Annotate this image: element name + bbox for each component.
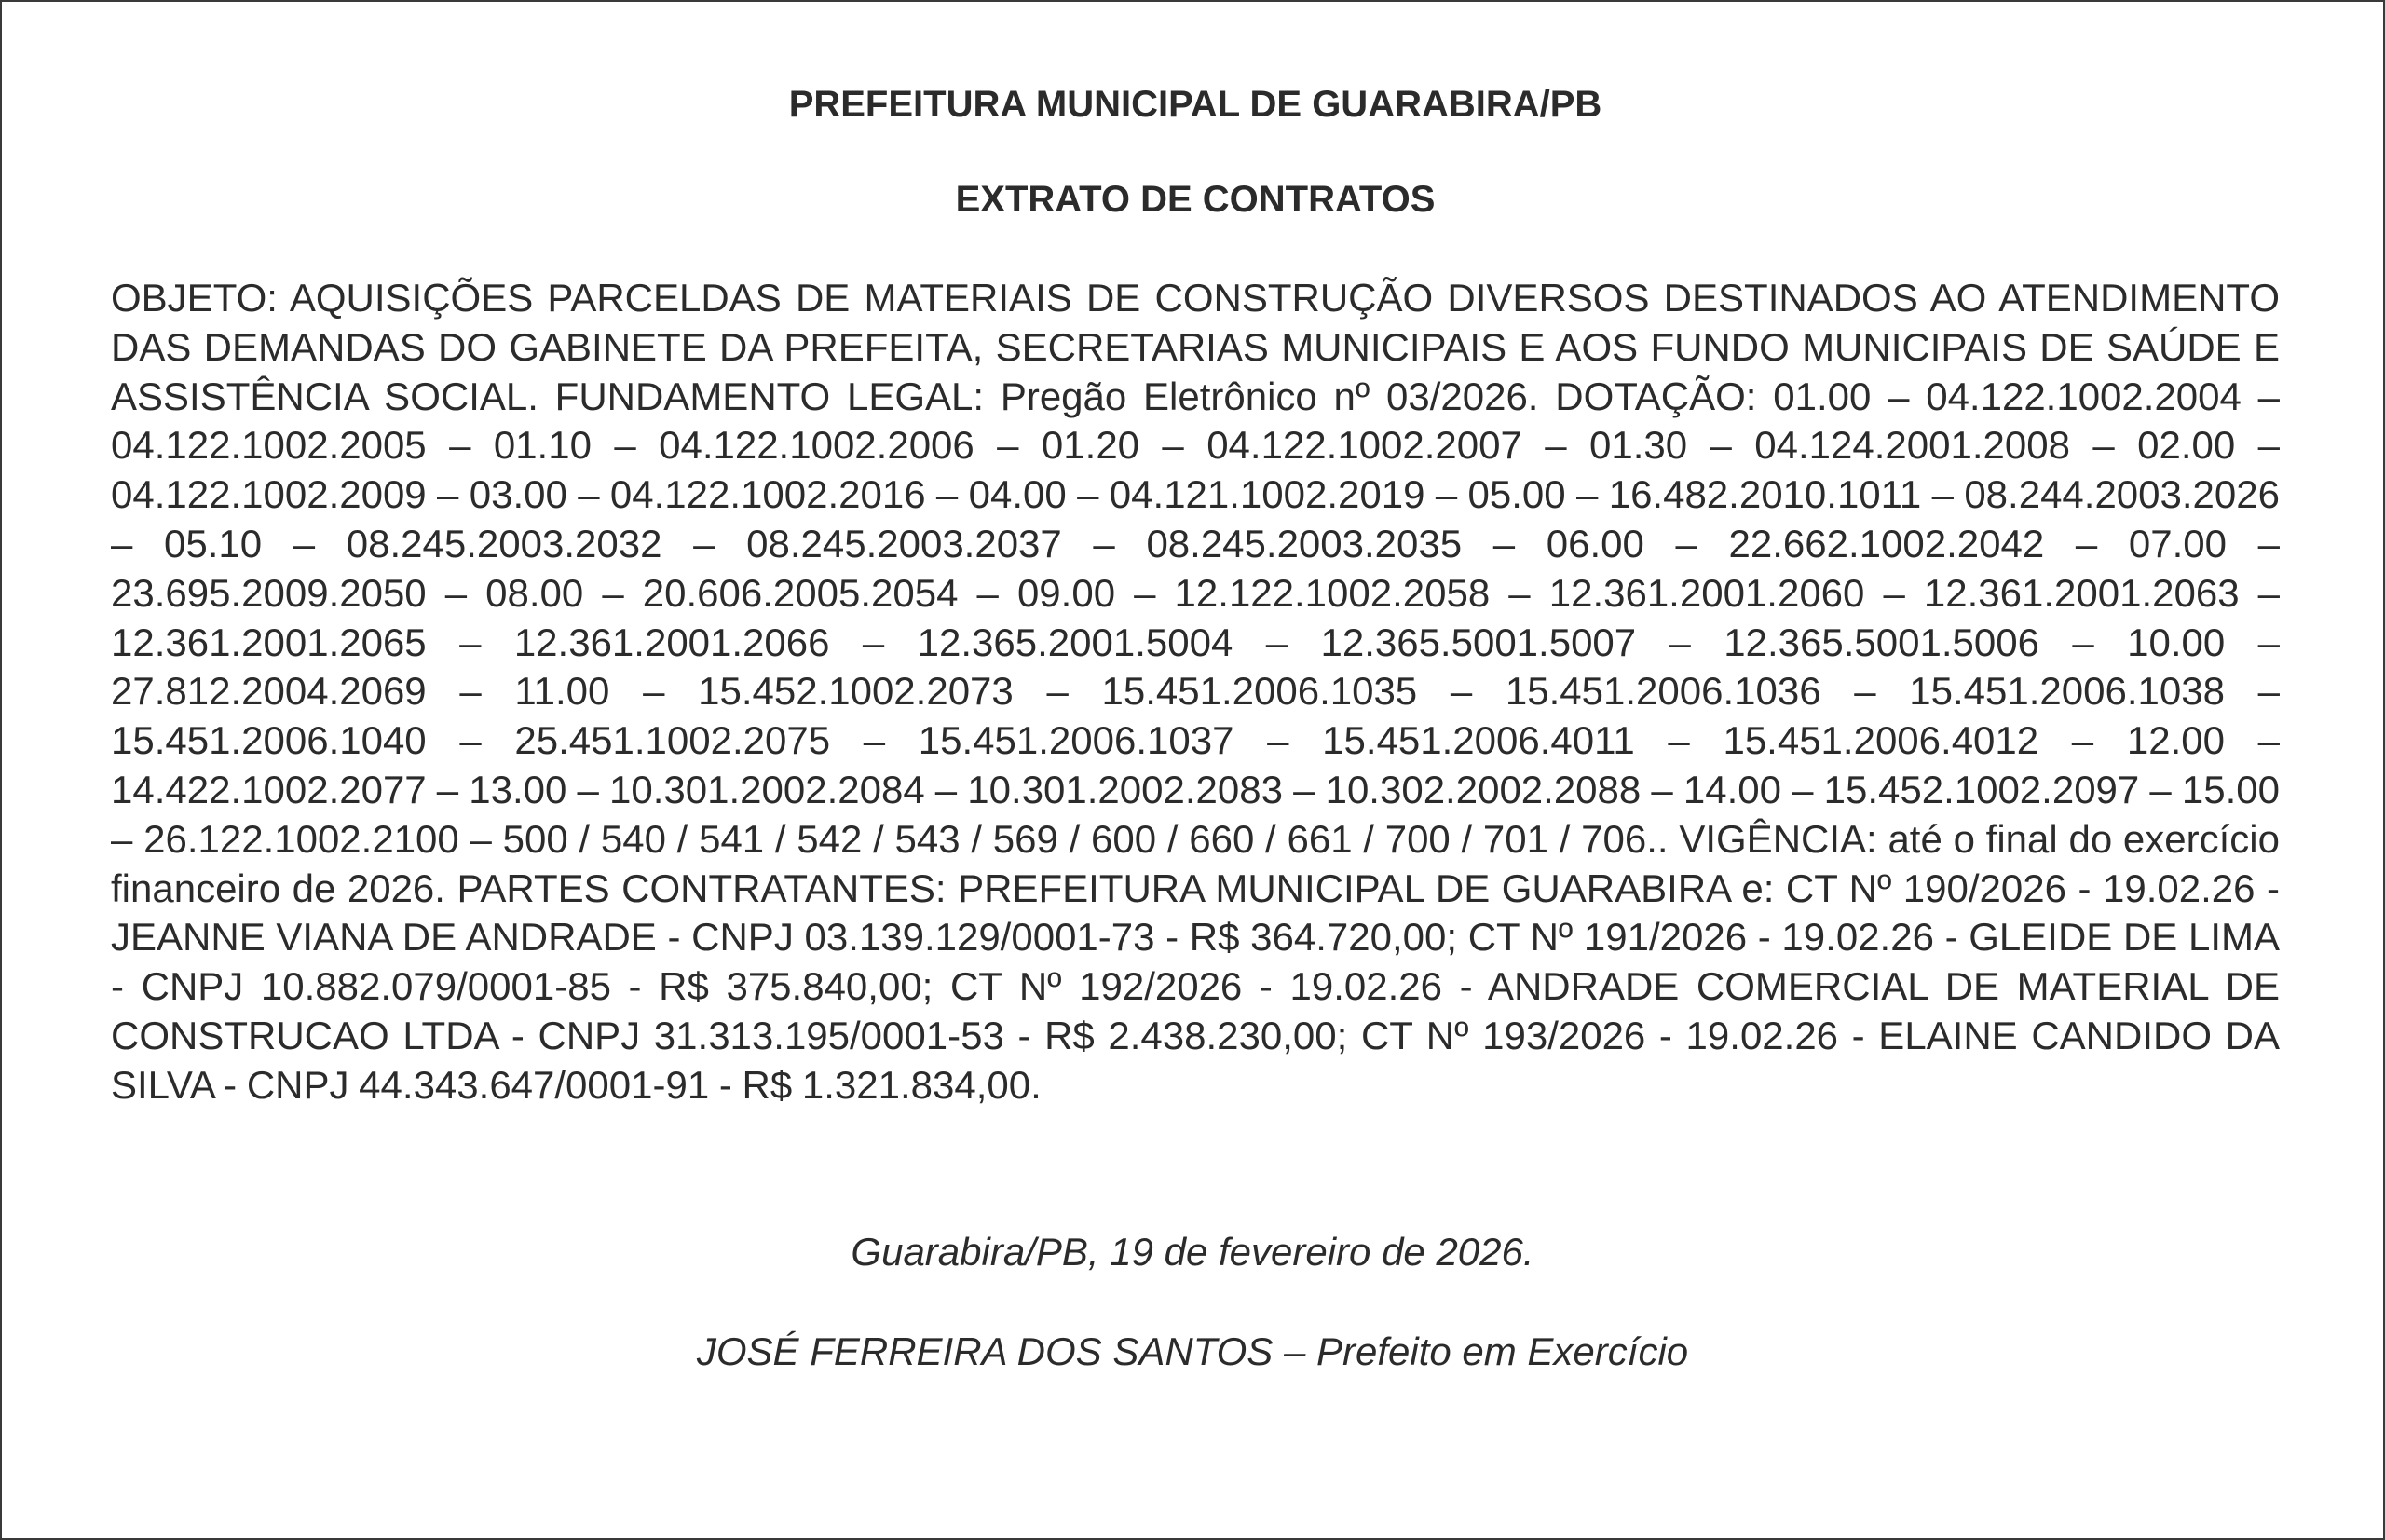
header-title: PREFEITURA MUNICIPAL DE GUARABIRA/PB [788,84,1602,125]
section-title: EXTRATO DE CONTRATOS [955,179,1436,220]
body-paragraph: OBJETO: AQUISIÇÕES PARCELDAS DE MATERIAIS DE CONSTRUÇÃO DIVERSOS DESTINADOS AO ATENDIMENTO DAS DEMANDAS DO GABINETE DA PREFEITA, SECRETARIAS MUNICIPAIS E AOS FUNDO MUNICIPAIS DE SAÚDE E ASSISTÊNCIA SOCIAL. FUNDAMENTO LEGAL: Pregão Eletrônico nº 03/2026. DOTAÇÃO: 01.00 – 04.122.1002.2004 – 04.122.1002.2005 – 01.10 – 04.122.1002.2006 – 01.20 – 04.122.1002.2007 – 01.30 – 04.124.2001.2008 – 02.00 – 04.122.1002.2009 – 03.00 – 04.122.1002.2016 – 04.00 – 04.121.1002.2019 – 05.00 – 16.482.2010.1011 – 08.244.2003.2026 – 05.10 – 08.245.2003.2032 – 08.245.2003.2037 – 08.245.2003.2035 – 06.00 – 22.662.1002.2042 – 07.00 – 23.695.2009.2050 – 08.00 – 20.606.2005.2054 – 09.00 – 12.122.1002.2058 – 12.361.2001.2060 – 12.361.2001.2063 – 12.361.2001.2065 – 12.361.2001.2066 – 12.365.2001.5004 – 12.365.5001.5007 – 12.365.5001.5006 – 10.00 – 27.812.2004.2069 – 11.00 – 15.452.1002.2073 – 15.451.2006.1035 – 15.451.2006.1036 – 15.451.2006.1038 – 15.451.2006.1040 – 25.451.1002.2075 – 15.451.2006.1037 – 15.451.2006.4011 – 15.451.2006.4012 – 12.00 – 14.422.1002.2077 – 13.00 – 10.301.2002.2084 – 10.301.2002.2083 – 10.302.2002.2088 – 14.00 – 15.452.1002.2097 – 15.00 – 26.122.1002.2100 – 500 / 540 / 541 / 542 / 543 / 569 / 600 / 660 / 661 / 700 / 701 / 706.. VIGÊNCIA: até o final do exercício financeiro de 2026. PARTES CONTRATANTES: PREFEITURA MUNICIPAL DE GUARABIRA e: CT Nº 190/2026 - 19.02.26 - JEANNE VIANA DE ANDRADE - CNPJ 03.139.129/0001-73 - R$ 364.720,00; CT Nº 191/2026 - 19.02.26 - GLEIDE DE LIMA - CNPJ 10.882.079/0001-85 - R$ 375.840,00; CT Nº 192/2026 - 19.02.26 - ANDRADE COMERCIAL DE MATERIAL DE CONSTRUCAO LTDA - CNPJ 31.313.195/0001-53 - R$ 2.438.230,00; CT Nº 193/2026 - 19.02.26 - ELAINE CANDIDO DA SILVA - CNPJ 44.343.647/0001-91 - R$ 1.321.834,00. [111,276,2280,1107]
signature-line: JOSÉ FERREIRA DOS SANTOS – Prefeito em Exercício [696,1329,1689,1373]
document-content [111,75,2280,1111]
place-date: Guarabira/PB, 19 de fevereiro de 2026. [851,1230,1534,1274]
